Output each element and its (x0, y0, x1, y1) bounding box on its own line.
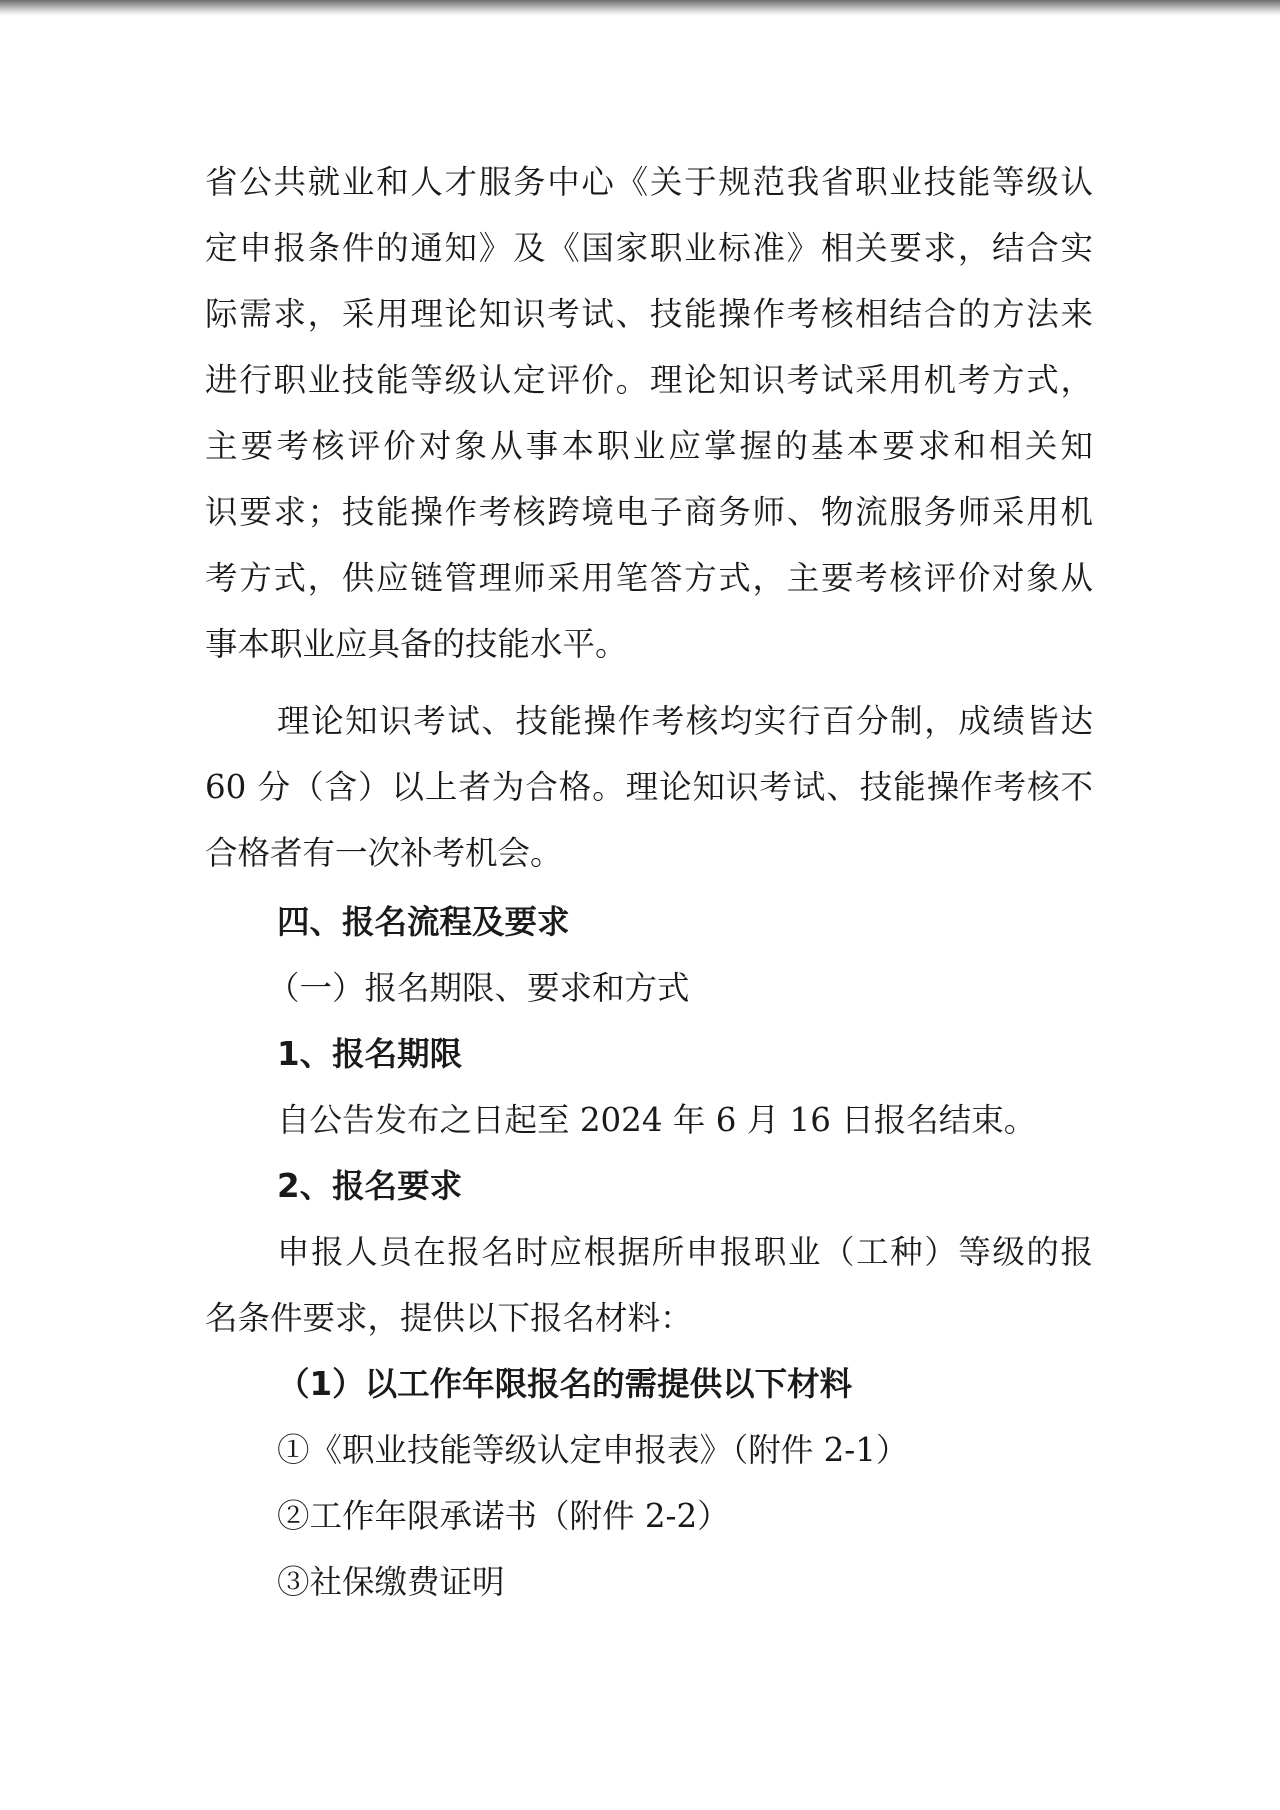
item-2-text-line-1: 申报人员在报名时应根据所申报职业（工种）等级的报 (277, 1233, 1093, 1271)
paragraph-1-line-8: 事本职业应具备的技能水平。 (205, 625, 628, 663)
sub-item-1-heading: （1）以工作年限报名的需提供以下材料 (277, 1365, 853, 1403)
subsection-1-heading: （一）报名期限、要求和方式 (267, 969, 690, 1007)
material-item-2: ②工作年限承诺书（附件 2-2） (277, 1497, 730, 1535)
paragraph-2-line-3: 合格者有一次补考机会。 (205, 834, 563, 872)
paragraph-1-line-2: 定申报条件的通知》及《国家职业标准》相关要求，结合实 (205, 229, 1093, 267)
paragraph-1-line-5: 主要考核评价对象从事本职业应掌握的基本要求和相关知 (205, 427, 1093, 465)
material-item-1: ①《职业技能等级认定申报表》（附件 2-1） (277, 1431, 909, 1469)
scan-top-edge (0, 0, 1280, 16)
paragraph-1-line-3: 际需求，采用理论知识考试、技能操作考核相结合的方法来 (205, 295, 1093, 333)
item-1-heading: 1、报名期限 (277, 1035, 463, 1073)
paragraph-1-line-6: 识要求；技能操作考核跨境电子商务师、物流服务师采用机 (205, 493, 1093, 531)
paragraph-2-line-1: 理论知识考试、技能操作考核均实行百分制，成绩皆达 (277, 702, 1093, 740)
paragraph-1-line-1: 省公共就业和人才服务中心《关于规范我省职业技能等级认 (205, 163, 1093, 201)
section-4-heading: 四、报名流程及要求 (277, 903, 570, 941)
item-1-text: 自公告发布之日起至 2024 年 6 月 16 日报名结束。 (277, 1101, 1037, 1139)
item-2-heading: 2、报名要求 (277, 1167, 463, 1205)
item-2-text-line-2: 名条件要求，提供以下报名材料： (205, 1299, 693, 1337)
material-item-3: ③社保缴费证明 (277, 1563, 505, 1601)
paragraph-2-line-2: 60 分（含）以上者为合格。理论知识考试、技能操作考核不 (205, 768, 1093, 806)
paragraph-1-line-7: 考方式，供应链管理师采用笔答方式，主要考核评价对象从 (205, 559, 1093, 597)
paragraph-1-line-4: 进行职业技能等级认定评价。理论知识考试采用机考方式， (205, 361, 1093, 399)
